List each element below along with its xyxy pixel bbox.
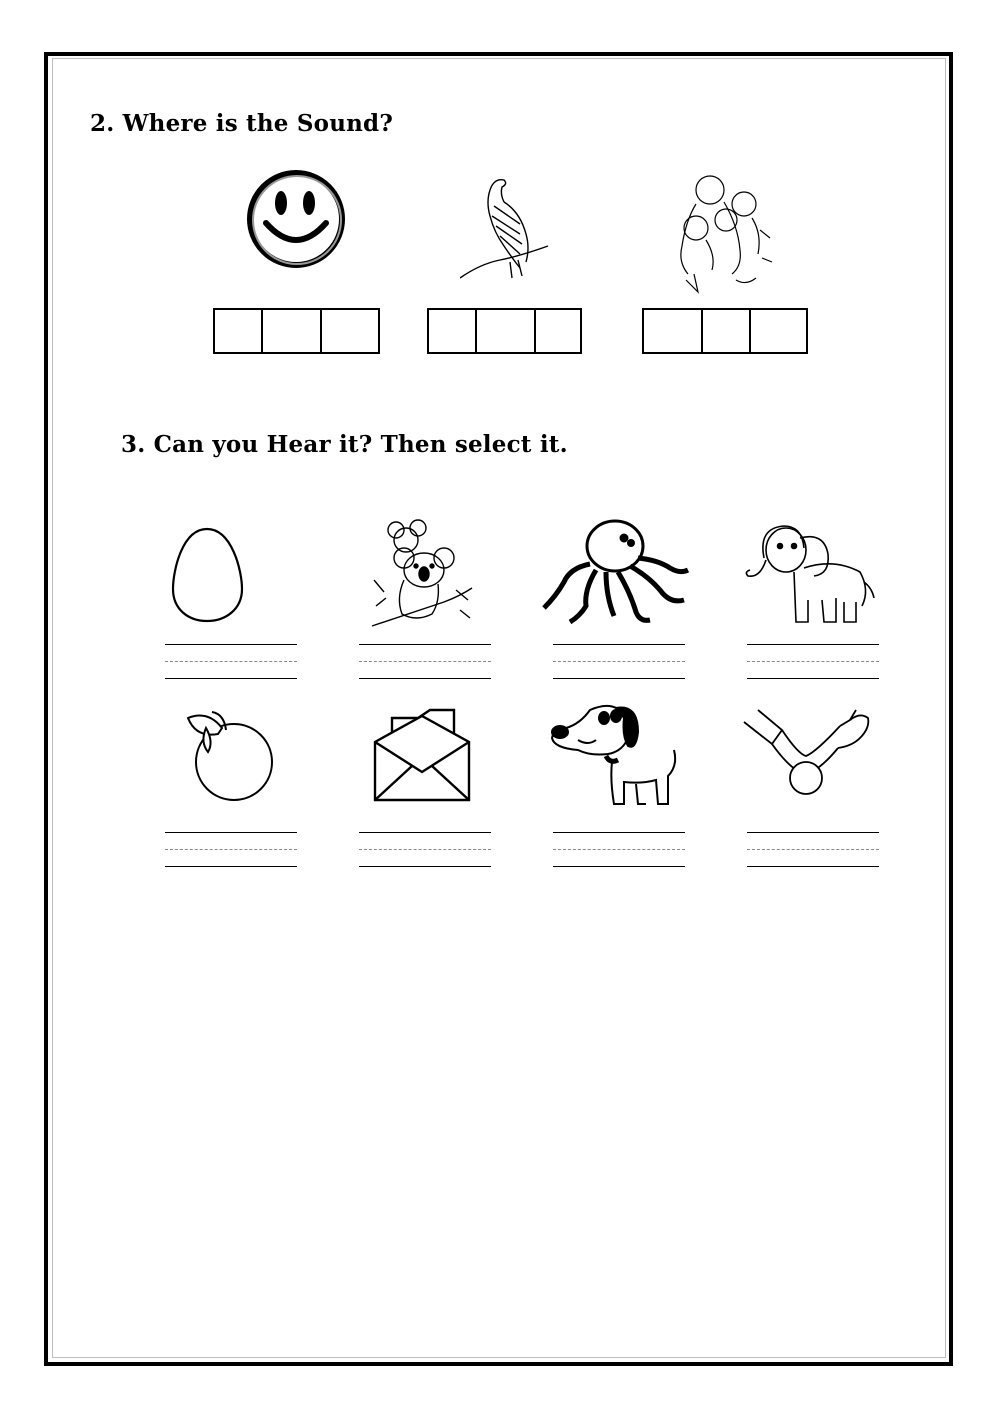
egg-icon (170, 525, 245, 625)
sound-box[interactable] (536, 310, 580, 352)
section-3-heading: 3. Can you Hear it? Then select it. (121, 431, 568, 458)
elephant-icon (744, 518, 876, 630)
sound-boxes-smiley (213, 308, 380, 354)
writing-lines[interactable] (359, 644, 491, 684)
orange-icon (178, 708, 278, 802)
writing-lines[interactable] (553, 644, 685, 684)
writing-lines[interactable] (165, 644, 297, 684)
writing-lines[interactable] (747, 832, 879, 872)
writing-lines[interactable] (165, 832, 297, 872)
sound-box[interactable] (703, 310, 751, 352)
writing-lines[interactable] (359, 832, 491, 872)
sound-box[interactable] (322, 310, 378, 352)
sound-box[interactable] (263, 310, 322, 352)
octopus-icon (540, 516, 690, 626)
writing-lines[interactable] (747, 644, 879, 684)
sound-box[interactable] (751, 310, 806, 352)
sound-box[interactable] (215, 310, 263, 352)
writing-lines[interactable] (553, 832, 685, 872)
elbow-icon (742, 708, 874, 802)
smiley-face-icon (246, 167, 346, 271)
section-2-heading: 2. Where is the Sound? (90, 110, 393, 137)
dog-icon (550, 700, 682, 808)
sound-box[interactable] (477, 310, 536, 352)
sound-boxes-eagle (427, 308, 582, 354)
sound-boxes-children (642, 308, 808, 354)
children-group-icon (666, 170, 776, 298)
sound-box[interactable] (429, 310, 477, 352)
sound-box[interactable] (644, 310, 703, 352)
koala-icon (368, 518, 478, 630)
envelope-icon (372, 708, 472, 802)
eagle-icon (460, 172, 555, 282)
